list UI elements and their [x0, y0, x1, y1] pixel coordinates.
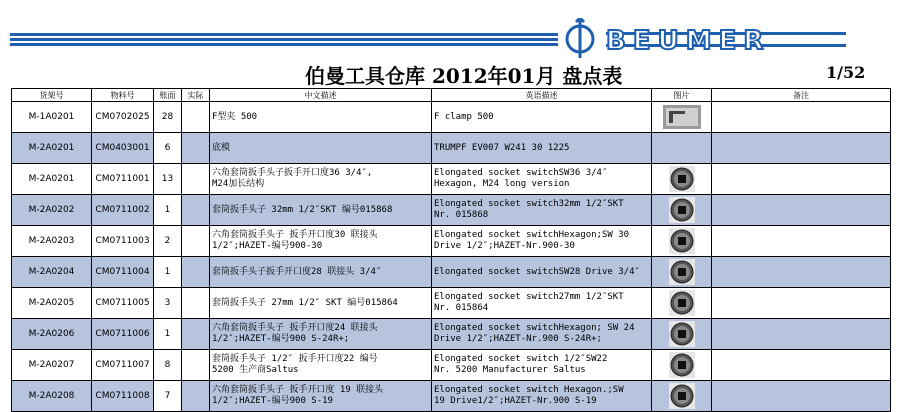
en-desc-cell: Elongated socket switchSW36 3/4″ Hexagon, M24 long version: [432, 164, 652, 195]
actual-qty-cell: [182, 381, 210, 412]
table-row: [12, 164, 891, 195]
remark-cell: [712, 195, 891, 226]
col-header-book: 账面: [154, 89, 182, 102]
material-cell: CM0711008: [92, 381, 154, 412]
actual-qty-cell: [182, 319, 210, 350]
table-row: [12, 195, 891, 226]
image-cell: [652, 133, 712, 164]
actual-qty-cell: [182, 102, 210, 133]
table-row: [12, 226, 891, 257]
book-qty-cell: 8: [154, 350, 182, 381]
header-stripes: [10, 33, 558, 47]
actual-qty-cell: [182, 350, 210, 381]
remark-cell: [712, 319, 891, 350]
actual-qty-cell: [182, 226, 210, 257]
col-header-shelf: 货架号: [12, 89, 92, 102]
book-qty-cell: 7: [154, 381, 182, 412]
en-desc-cell: Elongated socket switchSW28 Drive 3/4″: [432, 257, 652, 288]
book-qty-cell: 3: [154, 288, 182, 319]
brand-name: BEUMER: [606, 26, 771, 56]
table-header-row: [12, 89, 891, 102]
en-desc-cell: TRUMPF EV007 W241 30 1225: [432, 133, 652, 164]
shelf-cell: M-2A0204: [12, 257, 92, 288]
actual-qty-cell: [182, 288, 210, 319]
image-cell: [652, 381, 712, 412]
image-cell: [652, 350, 712, 381]
image-cell: [652, 195, 712, 226]
col-header-cn-desc: 中文描述: [210, 89, 432, 102]
image-cell: [652, 226, 712, 257]
material-cell: CM0711003: [92, 226, 154, 257]
image-cell: [652, 288, 712, 319]
cn-desc-cell: 套筒扳手头子 27mm 1/2″ SKT 编号015864: [210, 288, 432, 319]
cn-desc-cell: 套筒扳手头子扳手开口度28 联接头 3/4″: [210, 257, 432, 288]
shelf-cell: M-2A0201: [12, 133, 92, 164]
col-header-en-desc: 英语描述: [432, 89, 652, 102]
actual-qty-cell: [182, 257, 210, 288]
inventory-table: [11, 88, 891, 412]
shelf-cell: M-2A0201: [12, 164, 92, 195]
clamp-photo: [663, 105, 701, 129]
col-header-actual: 实际: [182, 89, 210, 102]
material-cell: CM0702025: [92, 102, 154, 133]
en-desc-cell: F clamp 500: [432, 102, 652, 133]
shelf-cell: M-2A0202: [12, 195, 92, 226]
actual-qty-cell: [182, 195, 210, 226]
table-row: [12, 288, 891, 319]
shelf-cell: M-2A0208: [12, 381, 92, 412]
socket-photo: [669, 228, 695, 254]
book-qty-cell: 13: [154, 164, 182, 195]
socket-photo: [669, 383, 695, 409]
cn-desc-cell: 六角套筒扳手头子 扳手开口度24 联接头 1/2″;HAZET-编号900 S-24R+;: [210, 319, 432, 350]
remark-cell: [712, 381, 891, 412]
table-row: [12, 381, 891, 412]
image-cell: [652, 257, 712, 288]
book-qty-cell: 1: [154, 195, 182, 226]
image-cell: [652, 164, 712, 195]
material-cell: CM0711006: [92, 319, 154, 350]
en-desc-cell: Elongated socket switch Hexagon.;SW 19 Drive1/2″;HAZET-Nr.900 S-19: [432, 381, 652, 412]
book-qty-cell: 1: [154, 257, 182, 288]
remark-cell: [712, 133, 891, 164]
material-cell: CM0711007: [92, 350, 154, 381]
cn-desc-cell: 套筒扳手头子 1/2″ 扳手开口度22 编号 5200 生产商Saltus: [210, 350, 432, 381]
en-desc-cell: Elongated socket switchHexagon; SW 24 Drive 1/2″;HAZET-Nr.900 S-24R+;: [432, 319, 652, 350]
page-number: 1/52: [826, 63, 866, 82]
shelf-cell: M-2A0203: [12, 226, 92, 257]
table-row: [12, 257, 891, 288]
actual-qty-cell: [182, 164, 210, 195]
en-desc-cell: Elongated socket switch32mm 1/2″SKT Nr. 015868: [432, 195, 652, 226]
remark-cell: [712, 164, 891, 195]
image-cell: [652, 102, 712, 133]
book-qty-cell: 28: [154, 102, 182, 133]
table-row: [12, 319, 891, 350]
material-cell: CM0711004: [92, 257, 154, 288]
shelf-cell: M-1A0201: [12, 102, 92, 133]
socket-photo: [669, 166, 695, 192]
table-row: [12, 350, 891, 381]
material-cell: CM0711001: [92, 164, 154, 195]
cn-desc-cell: 底模: [210, 133, 432, 164]
remark-cell: [712, 102, 891, 133]
cn-desc-cell: 套筒扳手头子 32mm 1/2″SKT 编号015868: [210, 195, 432, 226]
shelf-cell: M-2A0206: [12, 319, 92, 350]
shelf-cell: M-2A0207: [12, 350, 92, 381]
actual-qty-cell: [182, 133, 210, 164]
cn-desc-cell: 六角套筒扳手头子 扳手开口度 19 联接头 1/2″;HAZET-编号900 S-19: [210, 381, 432, 412]
en-desc-cell: Elongated socket switchHexagon;SW 30 Drive 1/2″;HAZET-Nr.900-30: [432, 226, 652, 257]
material-cell: CM0403001: [92, 133, 154, 164]
cn-desc-cell: F型夹 500: [210, 102, 432, 133]
socket-photo: [669, 321, 695, 347]
shelf-cell: M-2A0205: [12, 288, 92, 319]
remark-cell: [712, 288, 891, 319]
remark-cell: [712, 257, 891, 288]
en-desc-cell: Elongated socket switch 1/2″SW22 Nr. 5200 Manufacturer Saltus: [432, 350, 652, 381]
col-header-material: 物料号: [92, 89, 154, 102]
socket-photo: [669, 290, 695, 316]
table-row: [12, 133, 891, 164]
book-qty-cell: 6: [154, 133, 182, 164]
socket-photo: [669, 197, 695, 223]
col-header-remark: 备注: [712, 89, 891, 102]
table-row: [12, 102, 891, 133]
book-qty-cell: 1: [154, 319, 182, 350]
cn-desc-cell: 六角套筒扳手头子 扳手开口度30 联接头 1/2″;HAZET-编号900-30: [210, 226, 432, 257]
socket-photo: [669, 352, 695, 378]
material-cell: CM0711002: [92, 195, 154, 226]
page-title: 伯曼工具仓库 2012年01月 盘点表: [305, 64, 623, 88]
col-header-image: 图片: [652, 89, 712, 102]
material-cell: CM0711005: [92, 288, 154, 319]
en-desc-cell: Elongated socket switch27mm 1/2″SKT Nr. 015864: [432, 288, 652, 319]
book-qty-cell: 2: [154, 226, 182, 257]
socket-photo: [669, 259, 695, 285]
image-cell: [652, 319, 712, 350]
remark-cell: [712, 226, 891, 257]
remark-cell: [712, 350, 891, 381]
cn-desc-cell: 六角套筒扳手头子扳手开口度36 3/4″, M24加长结构: [210, 164, 432, 195]
